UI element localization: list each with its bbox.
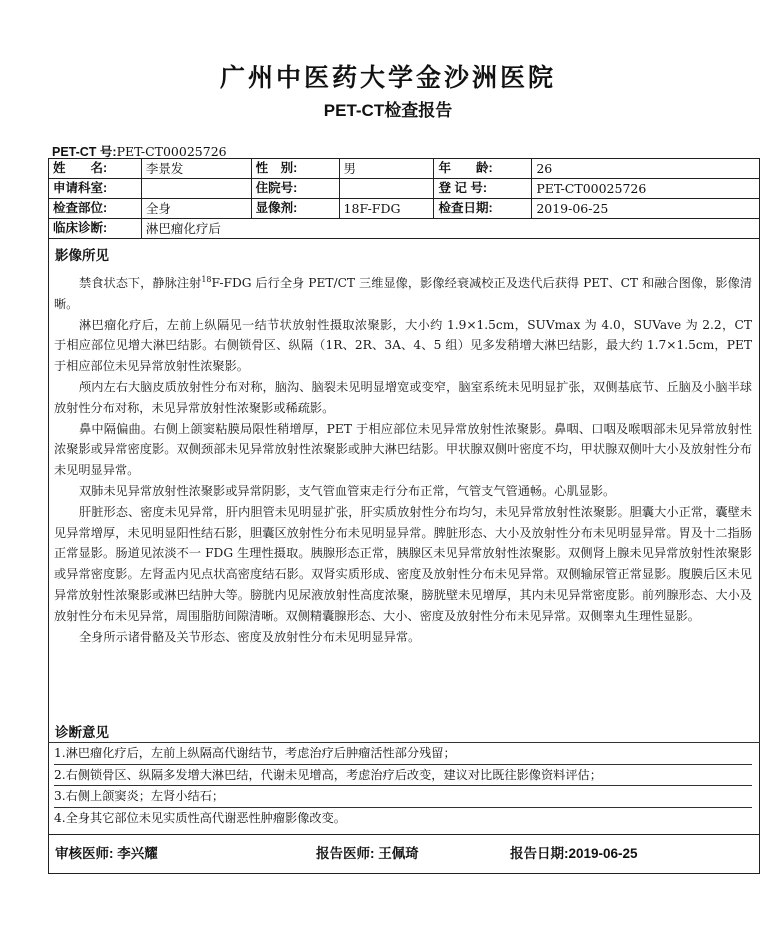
name-label: 姓 名: bbox=[49, 159, 142, 179]
clinical-diagnosis-value: 淋巴瘤化疗后 bbox=[141, 219, 759, 239]
pet-ct-number-value: PET-CT00025726 bbox=[116, 144, 227, 159]
patient-name: 李景发 bbox=[141, 159, 251, 179]
report-title: PET-CT检查报告 bbox=[323, 101, 453, 120]
report-date-value: 2019-06-25 bbox=[568, 846, 638, 861]
dept-value bbox=[141, 179, 251, 199]
findings-paragraph: 颅内左右大脑皮质放射性分布对称，脑沟、脑裂未见明显增宽或变窄，脑室系统未见明显扩张，双侧基底节、丘脑及小脑半球放射性分布对称，未见异常放射性浓聚影或稀疏影。 bbox=[54, 380, 752, 415]
findings-paragraph: 肝脏形态、密度未见异常，肝内胆管未见明显扩张，肝实质放射性分布均匀，未见异常放射性浓聚影。胆囊大小正常，囊壁未见异常增厚，未见明显阳性结石影，胆囊区放射性分布未见明显异常。脾脏形态、大小及放射性分布未见明显异常。胃及十二指肠正常显影。肠道见浓淡不一 FDG 生理性摄取。胰腺形态正常，胰腺区未见异常放射性浓聚影。双侧肾上腺未见异常放射性浓聚影或异常密度影。左肾盂内见点状高密度结石影。双肾实质形成、密度及放射性分布未见异常。双侧输尿管正常显影。腹膜后区未见异常放射性浓聚影或淋巴结肿大等。膀胱内见尿液放射性高度浓聚，膀胱壁未见增厚，其内未见异常密度影。前列腺形态、大小及放射性分布未见异常，周围脂肪间隙清晰。双侧精囊腺形态、大小、密度及放射性分布未见异常。双侧睾丸生理性显影。 bbox=[54, 504, 752, 623]
patient-age: 26 bbox=[532, 159, 760, 179]
registration-value: PET-CT00025726 bbox=[532, 179, 760, 199]
info-row bbox=[49, 199, 760, 219]
impression-title: 诊断意见 bbox=[55, 725, 109, 740]
findings-paragraph: 全身所示诸骨骼及关节形态、密度及放射性分布未见明显异常。 bbox=[79, 629, 421, 644]
impression-item: 3.右侧上颌窦炎；左肾小结石； bbox=[54, 786, 752, 808]
exam-date-label: 检查日期: bbox=[434, 199, 532, 219]
report-date bbox=[510, 842, 638, 862]
info-row bbox=[49, 179, 760, 199]
patient-sex: 男 bbox=[339, 159, 434, 179]
age-label: 年 龄: bbox=[434, 159, 532, 179]
findings-paragraph: 淋巴瘤化疗后，左前上纵隔见一结节状放射性摄取浓聚影，大小约 1.9×1.5cm，SUVmax 为 4.0，SUVave 为 2.2，CT 于相应部位见增大淋巴结影。右侧锁骨区、纵隔（1R、2R、3A、4、5 组）见多发稍增大淋巴结影，最大约 1.7×1.5cm，PET 于相应部位未见异常放射性浓聚影。 bbox=[54, 317, 752, 374]
hospital-name: 广州中医药大学金沙洲医院 bbox=[219, 63, 556, 92]
reporter-label: 报告医师: bbox=[316, 846, 375, 861]
findings-body bbox=[54, 270, 752, 647]
findings-paragraph: 禁食状态下，静脉注射$^{18}$F-FDG 后行全身 PET/CT 三维显像，影像经衰减校正及迭代后获得 PET、CT 和融合图像，影像清晰。 bbox=[54, 275, 753, 311]
reviewer-name: 李兴耀 bbox=[117, 846, 158, 861]
exam-part-value: 全身 bbox=[141, 199, 251, 219]
exam-date-value: 2019-06-25 bbox=[532, 199, 760, 219]
report-date-label: 报告日期: bbox=[510, 846, 569, 861]
reviewer-signature bbox=[55, 842, 158, 862]
info-row bbox=[49, 159, 760, 179]
inpatient-label: 住院号: bbox=[251, 179, 339, 199]
reporter-signature bbox=[316, 842, 419, 862]
sex-label: 性 别: bbox=[251, 159, 339, 179]
findings-title: 影像所见 bbox=[55, 248, 109, 263]
findings-paragraph: 鼻中隔偏曲。右侧上颌窦粘膜局限性稍增厚，PET 于相应部位未见异常放射性浓聚影。鼻咽、口咽及喉咽部未见异常放射性浓聚影或异常密度影。双侧颈部未见异常放射性浓聚影或肿大淋巴结影。甲状腺双侧叶密度不均，甲状腺双侧叶大小及放射性分布未见明显异常。 bbox=[54, 421, 752, 478]
tracer-label: 显像剂: bbox=[251, 199, 339, 219]
dept-label: 申请科室: bbox=[49, 179, 142, 199]
registration-label: 登 记 号: bbox=[434, 179, 532, 199]
impression-list bbox=[54, 743, 752, 828]
findings-paragraph: 双肺未见异常放射性浓聚影或异常阴影，支气管血管束走行分布正常，气管支气管通畅。心肌显影。 bbox=[79, 484, 616, 499]
info-row bbox=[49, 219, 760, 239]
tracer-value: 18F-FDG bbox=[339, 199, 434, 219]
impression-item: 4.全身其它部位未见实质性高代谢恶性肿瘤影像改变。 bbox=[54, 810, 346, 825]
reviewer-label: 审核医师: bbox=[55, 846, 114, 861]
impression-item: 1.淋巴瘤化疗后，左前上纵隔高代谢结节，考虑治疗后肿瘤活性部分残留； bbox=[54, 743, 752, 765]
signature-divider bbox=[48, 834, 760, 835]
clinical-diagnosis-label: 临床诊断: bbox=[49, 219, 142, 239]
patient-info-table bbox=[48, 158, 760, 239]
inpatient-value bbox=[339, 179, 434, 199]
impression-item: 2.右侧锁骨区、纵隔多发增大淋巴结，代谢未见增高，考虑治疗后改变，建议对比既往影像资料评估； bbox=[54, 765, 752, 787]
pet-ct-number-label: PET-CT 号: bbox=[52, 145, 117, 159]
reporter-name: 王佩琦 bbox=[378, 846, 419, 861]
exam-part-label: 检查部位: bbox=[49, 199, 142, 219]
